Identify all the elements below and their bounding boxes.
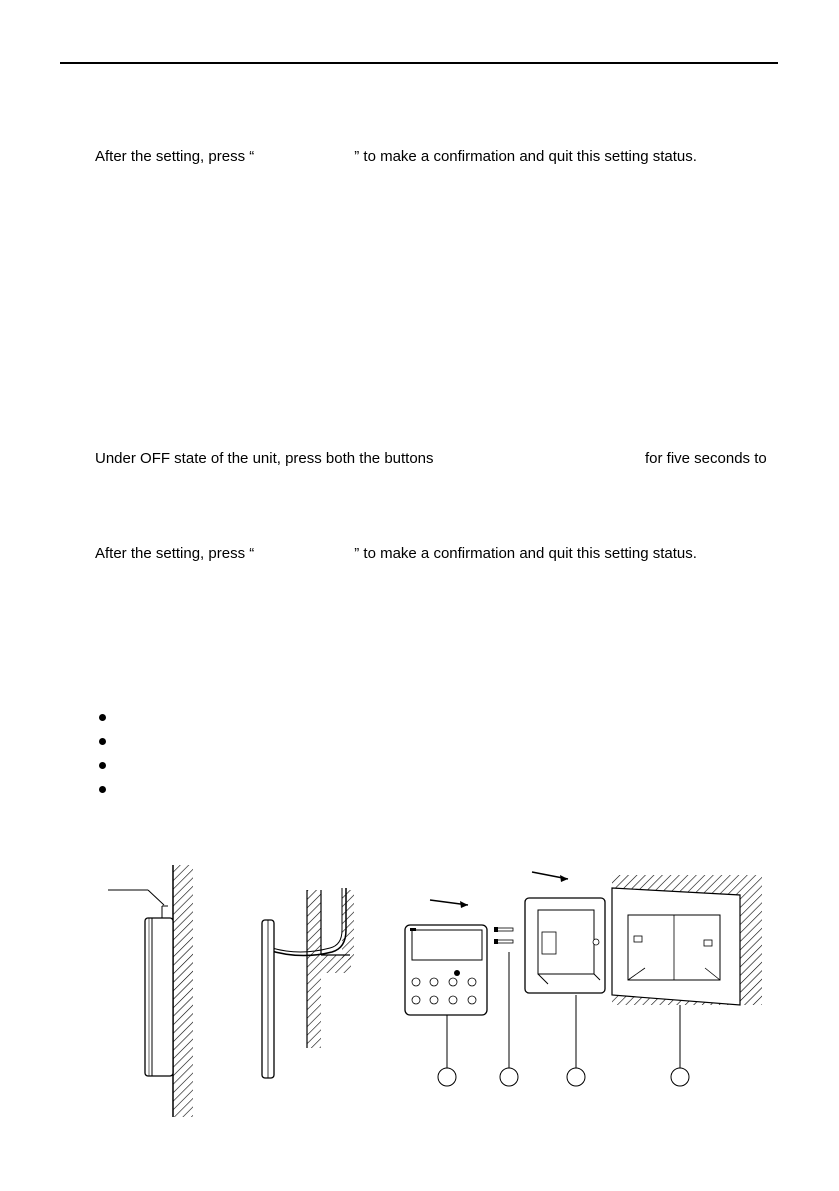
- surface-mount-side-view: [108, 865, 193, 1117]
- callout-4: [671, 1068, 689, 1086]
- embedded-mount-side-view: [262, 888, 354, 1078]
- wall-hatch: [173, 865, 193, 1117]
- lcd-screen: [412, 930, 482, 960]
- instruction-text: for five seconds to: [645, 450, 767, 467]
- instruction-confirm-2: [95, 545, 697, 563]
- header-rule: [60, 62, 778, 64]
- instruction-text: ” to make a confirmation and quit this setting status.: [354, 148, 697, 165]
- callout-3: [567, 1068, 585, 1086]
- wall-box: [612, 875, 762, 1005]
- bullet-point: [99, 714, 106, 721]
- screws: [494, 927, 513, 944]
- bullet-point: [99, 786, 106, 793]
- bullet-point: [99, 762, 106, 769]
- installation-diagram: [100, 860, 770, 1125]
- wall-hatch: [307, 890, 321, 1048]
- callout-2: [500, 1068, 518, 1086]
- instruction-off-state-tail: [645, 450, 767, 468]
- instruction-text: After the setting, press “: [95, 148, 255, 165]
- instruction-off-state: [95, 450, 434, 468]
- controller-front: [405, 925, 487, 1015]
- instruction-text: Under OFF state of the unit, press both the buttons: [95, 450, 434, 467]
- callout-1: [438, 1068, 456, 1086]
- mounting-frame: [525, 898, 605, 993]
- bullet-point: [99, 738, 106, 745]
- instruction-confirm-1: [95, 148, 697, 166]
- instruction-text: After the setting, press “: [95, 545, 255, 562]
- instruction-text: ” to make a confirmation and quit this setting status.: [354, 545, 697, 562]
